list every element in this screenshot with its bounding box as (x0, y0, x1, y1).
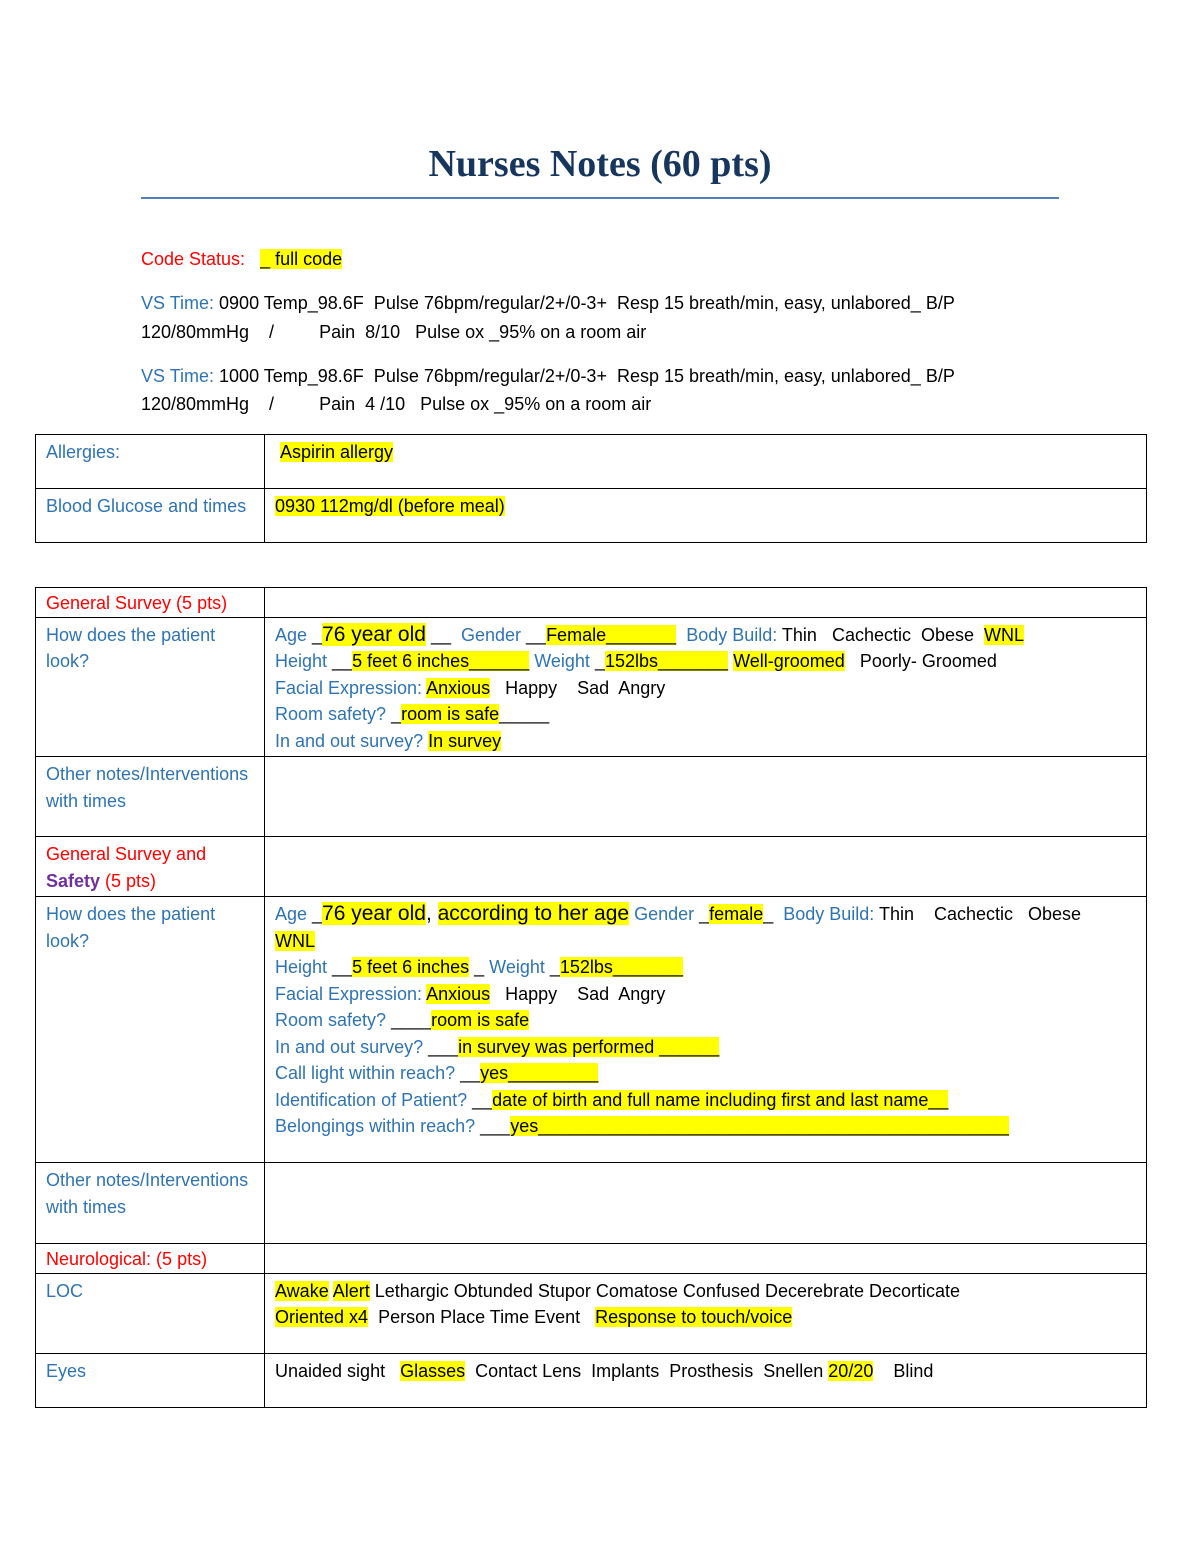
gs2-header-c: (5 pts) (100, 870, 157, 891)
gs2-gender-pre: _ (694, 904, 710, 924)
eyes-cell (265, 1353, 1147, 1407)
vs1-line2 (141, 320, 646, 344)
gs1-gender-value: Female_______ (546, 624, 677, 645)
vs1-label: VS Time: (141, 293, 215, 313)
gs2-look-label: How does the patient look? (36, 897, 265, 1163)
gs1-build-label: Body Build: (686, 624, 778, 645)
gs1-weight-pre: _ (589, 651, 605, 671)
allergies-value: Aspirin allergy (280, 442, 394, 462)
loc-options: Lethargic Obtunded Stupor Comatose Confused Decerebrate Decorticate (369, 1280, 961, 1301)
gs2-inout-value: in survey was performed ______ (458, 1036, 720, 1057)
glucose-value: 0930 112mg/dl (before meal) (275, 496, 505, 516)
gs2-inout-label: In and out survey? (275, 1036, 424, 1057)
gs1-room-label: Room safety? (275, 704, 387, 724)
gs2-height-pre: __ (327, 957, 353, 977)
gs2-call-pre: __ (455, 1063, 481, 1083)
gs2-age-pre: _ (307, 904, 323, 924)
gs2-weight-pre: _ (544, 957, 560, 977)
code-status-line (141, 247, 342, 271)
gs1-header: General Survey (5 pts) (36, 588, 265, 618)
gs1-room-pre: _ (386, 704, 402, 724)
eyes-pre: Unaided sight (275, 1360, 401, 1381)
gs2-header-b: Safety (46, 870, 101, 891)
gs1-room-post: _____ (499, 704, 550, 724)
assessment-table (35, 587, 1147, 1408)
gs1-room-value: room is safe (401, 704, 500, 724)
gs1-height-label: Height (275, 651, 328, 671)
allergies-table (35, 434, 1147, 543)
gs1-header-blank (265, 588, 1147, 618)
gs2-build-selected: WNL (275, 930, 315, 951)
loc-cell (265, 1273, 1147, 1353)
gs1-height-value: 5 feet 6 inches______ (352, 651, 530, 671)
gs1-look-cell (265, 617, 1147, 757)
loc-alert: Alert (332, 1280, 370, 1301)
vs2-text1: 1000 Temp_98.6F Pulse 76bpm/regular/2+/0-3+ Resp 15 breath/min, easy, unlabored_ B/P (214, 366, 955, 386)
gs1-age-label: Age (275, 624, 308, 645)
gs1-age-value: 76 year old (322, 622, 426, 646)
gs2-height-post: _ (469, 957, 490, 977)
gs2-room-value: room is safe (431, 1010, 530, 1030)
title-underline (141, 197, 1059, 199)
gs2-height-value: 5 feet 6 inches (352, 957, 470, 977)
loc-oriented: Oriented x4 (275, 1307, 369, 1327)
vs2-line1 (141, 364, 955, 388)
gs2-header-a: General Survey and (46, 844, 207, 864)
gs2-facial-label: Facial Expression: (275, 983, 423, 1004)
gs2-build-label: Body Build: (783, 904, 875, 924)
gs2-facial-other: Happy Sad Angry (490, 983, 666, 1004)
loc-oriented-options: Person Place Time Event (368, 1307, 596, 1327)
gs2-belong-label: Belongings within reach? (275, 1116, 476, 1136)
gs2-call-value: yes_________ (480, 1063, 599, 1083)
gs2-age-extra: according to her age (437, 902, 630, 925)
vs2-line2 (141, 392, 651, 416)
gs2-other-cell (265, 1163, 1147, 1244)
gs1-build-options: Thin Cachectic Obese (777, 624, 985, 645)
gs2-room-pre: ____ (386, 1010, 432, 1030)
gs1-groom-other: Poorly- Groomed (844, 651, 997, 671)
gs1-other-label: Other notes/Interventions with times (36, 757, 265, 837)
gs2-height-label: Height (275, 957, 328, 977)
vs2-text2: 120/80mmHg / Pain 4 /10 Pulse ox _95% on a room air (141, 394, 652, 414)
vs1-text2: 120/80mmHg / Pain 8/10 Pulse ox _95% on a room air (141, 322, 647, 342)
gs2-call-label: Call light within reach? (275, 1063, 456, 1083)
gs2-weight-value: 152lbs_______ (559, 957, 684, 977)
allergies-cell (265, 435, 1147, 489)
gs1-gender-pre: __ (521, 624, 547, 645)
gs1-facial-other: Happy Sad Angry (490, 677, 666, 698)
neuro-header-blank (265, 1244, 1147, 1274)
gs2-ident-label: Identification of Patient? (275, 1089, 468, 1110)
gs2-weight-label: Weight (489, 957, 545, 977)
glucose-label: Blood Glucose and times (36, 489, 265, 543)
gs1-inout-label: In and out survey? (275, 730, 424, 751)
gs2-room-label: Room safety? (275, 1010, 387, 1030)
neuro-header: Neurological: (5 pts) (36, 1244, 265, 1274)
gs2-gender-label: Gender (634, 904, 695, 924)
loc-response: Response to touch/voice (595, 1307, 793, 1327)
loc-awake: Awake (275, 1280, 329, 1301)
gs1-facial-selected: Anxious (426, 677, 491, 698)
code-status-label: Code Status: (141, 249, 246, 269)
eyes-snellen: 20/20 (828, 1360, 874, 1381)
gs2-header (36, 837, 265, 897)
gs1-facial-label: Facial Expression: (275, 677, 423, 698)
vs2-label: VS Time: (141, 366, 215, 386)
gs2-look-cell (265, 897, 1147, 1163)
gs2-gender-value: female (709, 904, 764, 924)
code-status-value: _ full code (260, 249, 343, 269)
vs1-text1: 0900 Temp_98.6F Pulse 76bpm/regular/2+/0-3+ Resp 15 breath/min, easy, unlabored_ B/P (214, 293, 955, 313)
gs2-age-sep: , (425, 902, 438, 925)
gs1-age-post: __ (425, 624, 461, 645)
gs1-build-selected: WNL (984, 624, 1025, 645)
loc-label: LOC (36, 1273, 265, 1353)
gs2-age-value: 76 year old (322, 902, 426, 925)
gs2-facial-selected: Anxious (426, 983, 491, 1004)
eyes-label: Eyes (36, 1353, 265, 1407)
glucose-cell (265, 489, 1147, 543)
gs2-belong-pre: ___ (475, 1116, 511, 1136)
gs1-inout-value: In survey (428, 730, 502, 751)
gs1-weight-label: Weight (534, 651, 590, 671)
eyes-blind: Blind (873, 1360, 934, 1381)
gs1-gender-label: Gender (460, 624, 522, 645)
eyes-glasses: Glasses (400, 1360, 466, 1381)
gs2-inout-pre: ___ (423, 1036, 459, 1057)
vs1-line1 (141, 291, 955, 315)
gs2-ident-value: date of birth and full name including first and last name__ (492, 1089, 949, 1110)
eyes-options: Contact Lens Implants Prosthesis Snellen (465, 1360, 829, 1381)
gs1-other-cell (265, 757, 1147, 837)
page-title: Nurses Notes (60 pts) (428, 143, 772, 185)
gs1-look-label: How does the patient look? (36, 617, 265, 757)
gs1-height-pre: __ (327, 651, 353, 671)
gs1-groom-selected: Well-groomed (733, 651, 845, 671)
gs2-ident-pre: __ (467, 1089, 493, 1110)
gs1-weight-value: 152lbs_______ (604, 651, 729, 671)
gs2-other-label: Other notes/Interventions with times (36, 1163, 265, 1244)
allergies-label: Allergies: (36, 435, 265, 489)
gs2-build-options: Thin Cachectic Obese (874, 904, 1082, 924)
gs2-age-label: Age (275, 904, 308, 924)
gs2-belong-value: yes_______________________________________________ (510, 1116, 1009, 1136)
gs1-age-pre: _ (307, 624, 323, 645)
gs2-header-blank (265, 837, 1147, 897)
gs2-gender-post: _ (763, 904, 784, 924)
